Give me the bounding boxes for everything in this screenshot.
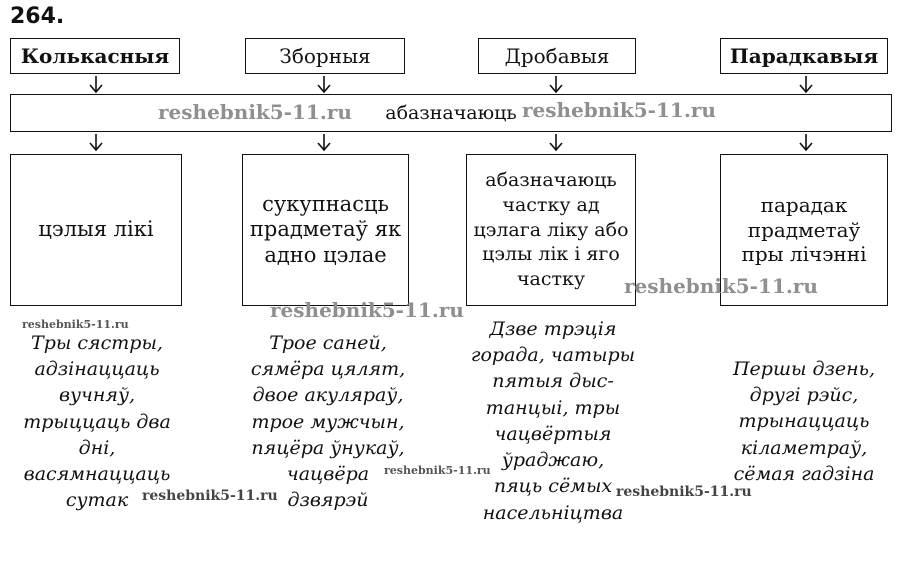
watermark: reshebnik5-11.ru bbox=[384, 464, 491, 477]
example-line: сутак bbox=[65, 489, 129, 512]
example-line: Трое саней, bbox=[269, 332, 387, 354]
middle-label-bar bbox=[10, 94, 892, 132]
definition-text: сукупнасць прадметаў як адно цэлае bbox=[249, 191, 402, 267]
example-line: сямёра цялят, bbox=[250, 358, 406, 381]
example-line: насельніцтва bbox=[482, 501, 624, 524]
arrow-down-icon bbox=[88, 134, 104, 152]
definition-text: абазначаюць частку ад цэлага ліку або цэлы лік і яго частку bbox=[473, 169, 629, 291]
example-line: пяцёра ўнукаў, bbox=[251, 436, 405, 459]
example-line: кіламетраў, bbox=[740, 436, 868, 459]
example-line: дні, bbox=[78, 436, 116, 459]
exercise-number: 264. bbox=[10, 4, 65, 29]
watermark: reshebnik5-11.ru bbox=[616, 484, 752, 500]
example-line: трынаццаць bbox=[738, 410, 870, 433]
category-box-fractional: Дробавыя bbox=[478, 38, 636, 74]
definition-box-fractional bbox=[466, 154, 636, 306]
arrow-down-icon bbox=[88, 76, 104, 94]
examples-quantitative bbox=[8, 330, 186, 514]
definition-box-collective bbox=[242, 154, 409, 306]
arrow-down-icon bbox=[316, 134, 332, 152]
example-line: Першы дзень, bbox=[732, 358, 876, 380]
example-line: пяць сёмых bbox=[493, 475, 613, 498]
middle-label: абазначаюць bbox=[385, 102, 517, 124]
example-line: горада, чатыры bbox=[470, 344, 636, 367]
watermark: reshebnik5-11.ru bbox=[270, 298, 464, 322]
watermark: reshebnik5-11.ru bbox=[142, 488, 278, 504]
example-line: вучняў, bbox=[58, 384, 136, 407]
example-line: дзвярэй bbox=[287, 489, 369, 512]
example-line: пятыя дыс- bbox=[492, 370, 614, 393]
example-line: трыццаць два bbox=[23, 410, 171, 433]
arrow-down-icon bbox=[798, 134, 814, 152]
example-line: двое акуляраў, bbox=[252, 384, 404, 407]
arrow-down-icon bbox=[548, 134, 564, 152]
example-line: чацвёртыя bbox=[494, 422, 612, 445]
arrow-down-icon bbox=[548, 76, 564, 94]
arrow-down-icon bbox=[316, 76, 332, 94]
example-line: танцыі, тры bbox=[485, 396, 621, 419]
example-line: Дзве трэція bbox=[489, 318, 617, 340]
examples-collective bbox=[238, 330, 418, 514]
example-line: трое мужчын, bbox=[251, 410, 405, 433]
category-box-quantitative: Колькасныя bbox=[10, 38, 180, 74]
watermark: reshebnik5-11.ru bbox=[158, 100, 352, 124]
category-box-ordinal: Парадкавыя bbox=[720, 38, 888, 74]
example-line: другі рэйс, bbox=[749, 384, 859, 407]
definition-box-quantitative bbox=[10, 154, 182, 306]
example-line: Тры сястры, bbox=[31, 332, 163, 354]
arrow-down-icon bbox=[798, 76, 814, 94]
example-line: ўраджаю, bbox=[501, 449, 605, 472]
watermark: reshebnik5-11.ru bbox=[22, 318, 129, 331]
definition-text: парадак прадметаў пры лічэнні bbox=[741, 193, 867, 267]
example-line: адзінаццаць bbox=[34, 358, 160, 381]
example-line: сёмая гадзіна bbox=[733, 462, 875, 485]
category-box-collective: Зборныя bbox=[245, 38, 405, 74]
examples-ordinal bbox=[712, 356, 896, 487]
definition-text: цэлыя лікі bbox=[38, 217, 154, 242]
example-line: васямнаццаць bbox=[23, 463, 171, 486]
watermark: reshebnik5-11.ru bbox=[624, 274, 818, 298]
example-line: чацвёра bbox=[286, 463, 370, 486]
watermark: reshebnik5-11.ru bbox=[522, 98, 716, 122]
